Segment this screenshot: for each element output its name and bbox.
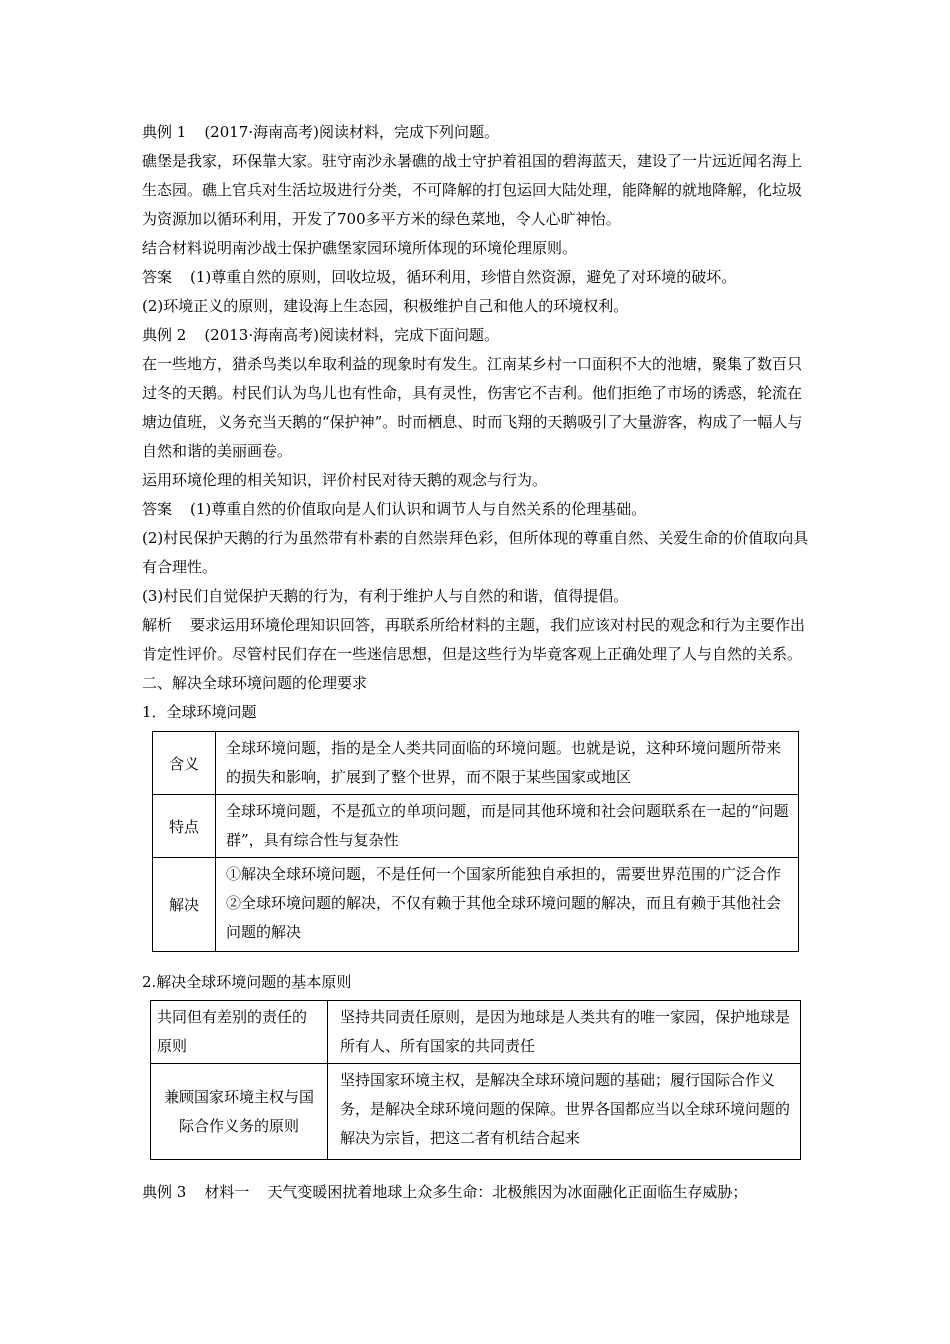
answer-label: 答案 bbox=[142, 268, 173, 286]
example-2-analysis bbox=[142, 611, 814, 669]
answer-text: (1)尊重自然的价值取向是人们认识和调节人与自然关系的伦理基础。 bbox=[190, 500, 647, 518]
example-1-question: 结合材料说明南沙战士保护礁堡家园环境所体现的环境伦理原则。 bbox=[142, 239, 578, 257]
row-value-line: ①解决全球环境问题，不是任何一个国家所能独自承担的，需要世界范围的广泛合作 bbox=[226, 865, 782, 883]
section-2-title: 二、解决全球环境问题的伦理要求 bbox=[142, 674, 368, 692]
example-1-answer-2: (2)环境正义的原则，建设海上生态园，积极维护自己和他人的环境权利。 bbox=[142, 297, 629, 315]
example-3-text: 天气变暖困扰着地球上众多生命：北极熊因为冰面融化正面临生存威胁； bbox=[267, 1183, 748, 1201]
document-page bbox=[142, 118, 814, 1207]
row-value-line: ②全球环境问题的解决，不仅有赖于其他全球环境问题的解决，而且有赖于其他社会问题的解决 bbox=[226, 894, 782, 941]
section-2-sub-2: 2.解决全球环境问题的基本原则 bbox=[142, 973, 352, 991]
example-1-heading bbox=[142, 118, 814, 147]
row-value: 全球环境问题，指的是全人类共同面临的环境问题。也就是说，这种环境问题所带来的损失和影响，扩展到了整个世界，而不限于某些国家或地区 bbox=[216, 732, 799, 795]
example-1-material: 礁堡是我家，环保靠大家。驻守南沙永暑礁的战士守护着祖国的碧海蓝天，建设了一片远近闻名海上生态园。礁上官兵对生活垃圾进行分类，不可降解的打包运回大陆处理，能降解的就地降解，化垃圾为资源加以循环利用，开发了700多平方米的绿色菜地，令人心旷神怡。 bbox=[142, 152, 803, 228]
example-2-answer-1 bbox=[142, 495, 814, 524]
analysis-text: 要求运用环境伦理知识回答，再联系所给材料的主题，我们应该对村民的观念和行为主要作出肯定性评价。尽管村民们存在一些迷信思想，但是这些行为毕竟客观上正确处理了人与自然的关系。 bbox=[142, 616, 806, 663]
row-key: 含义 bbox=[153, 732, 216, 795]
answer-label: 答案 bbox=[142, 500, 173, 518]
basic-principles-table bbox=[150, 1000, 801, 1160]
example-2-answer-2: (2)村民保护天鹅的行为虽然带有朴素的自然崇拜色彩，但所体现的尊重自然、关爱生命的价值取向具有合理性。 bbox=[142, 529, 809, 576]
answer-text: (1)尊重自然的原则，回收垃圾，循环利用，珍惜自然资源，避免了对环境的破坏。 bbox=[190, 268, 737, 286]
table-row bbox=[151, 1064, 801, 1160]
global-env-problem-table bbox=[152, 731, 799, 952]
example-1-answer-1 bbox=[142, 263, 814, 292]
example-1-label: 典例 1 bbox=[142, 123, 187, 141]
table-row bbox=[153, 858, 799, 952]
example-2-question: 运用环境伦理的相关知识，评价村民对待天鹅的观念与行为。 bbox=[142, 471, 548, 489]
row-key: 特点 bbox=[153, 795, 216, 858]
example-3-heading bbox=[142, 1178, 814, 1207]
table-row bbox=[153, 795, 799, 858]
row-value: 全球环境问题，不是孤立的单项问题，而是同其他环境和社会问题联系在一起的“问题群”，具有综合性与复杂性 bbox=[216, 795, 799, 858]
row-value bbox=[216, 858, 799, 952]
row-key: 共同但有差别的责任的原则 bbox=[151, 1001, 328, 1064]
example-3-label: 典例 3 bbox=[142, 1183, 187, 1201]
example-2-heading bbox=[142, 321, 814, 350]
example-3-material-label: 材料一 bbox=[204, 1183, 250, 1201]
table-row bbox=[151, 1001, 801, 1064]
row-key: 解决 bbox=[153, 858, 216, 952]
row-value: 坚持共同责任原则，是因为地球是人类共有的唯一家园，保护地球是所有人、所有国家的共同责任 bbox=[328, 1001, 801, 1064]
example-1-source: (2017·海南高考)阅读材料，完成下列问题。 bbox=[204, 123, 499, 141]
analysis-label: 解析 bbox=[142, 616, 173, 634]
row-key: 兼顾国家环境主权与国际合作义务的原则 bbox=[151, 1064, 328, 1160]
row-value: 坚持国家环境主权，是解决全球环境问题的基础；履行国际合作义务，是解决全球环境问题的保障。世界各国都应当以全球环境问题的解决为宗旨，把这二者有机结合起来 bbox=[328, 1064, 801, 1160]
example-2-answer-3: (3)村民们自觉保护天鹅的行为，有利于维护人与自然的和谐，值得提倡。 bbox=[142, 587, 629, 605]
example-2-label: 典例 2 bbox=[142, 326, 187, 344]
example-2-material: 在一些地方，猎杀鸟类以牟取利益的现象时有发生。江南某乡村一口面积不大的池塘，聚集了数百只过冬的天鹅。村民们认为鸟儿也有性命，具有灵性，伤害它不吉利。他们拒绝了市场的诱惑，轮流在塘边值班，义务充当天鹅的“保护神”。时而栖息、时而飞翔的天鹅吸引了大量游客，构成了一幅人与自然和谐的美丽画卷。 bbox=[142, 355, 803, 460]
table-row bbox=[153, 732, 799, 795]
section-2-sub-1: 1．全球环境问题 bbox=[142, 703, 257, 721]
example-2-source: (2013·海南高考)阅读材料，完成下面问题。 bbox=[204, 326, 499, 344]
